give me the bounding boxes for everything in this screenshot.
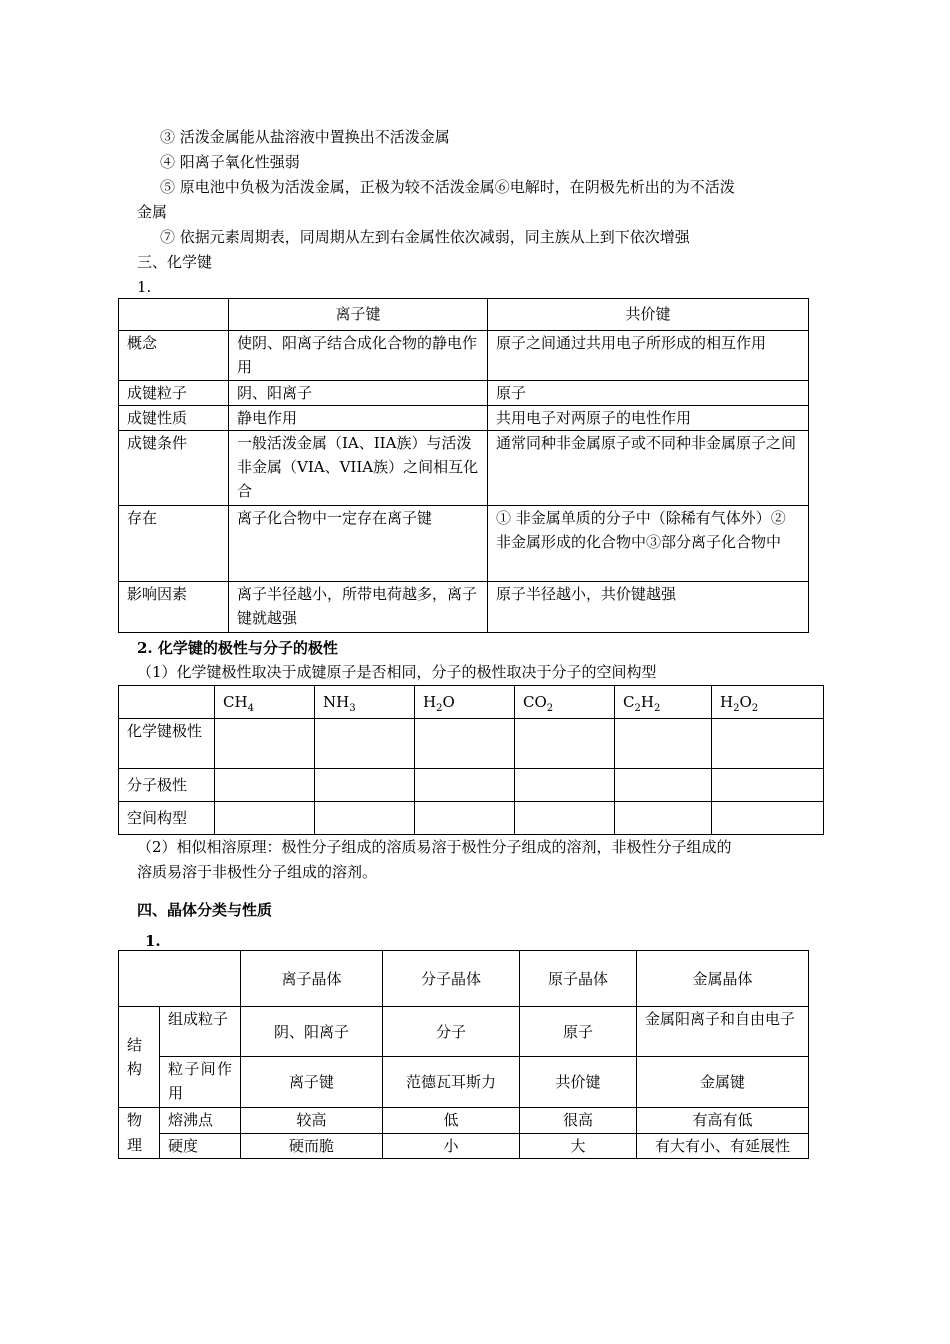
table-cell xyxy=(415,802,515,835)
table-row xyxy=(119,1057,809,1108)
table-row xyxy=(119,1108,809,1134)
table-cell: 有高有低 xyxy=(637,1108,809,1134)
table-cell: 阴、阳离子 xyxy=(241,1007,383,1057)
table-row xyxy=(119,406,809,431)
header-cell: 共价键 xyxy=(488,299,809,331)
section-heading: 三、化学键 xyxy=(137,253,213,271)
table-cell xyxy=(515,802,615,835)
text-line: ③ 活泼金属能从盐溶液中置换出不活泼金属 xyxy=(160,128,450,146)
table-cell: 离子键 xyxy=(241,1057,383,1108)
table-row xyxy=(119,719,824,769)
row-label: 硬度 xyxy=(160,1133,241,1159)
table-cell xyxy=(615,802,712,835)
table-cell: 原子之间通过共用电子所形成的相互作用 xyxy=(488,331,809,381)
table-row xyxy=(119,769,824,802)
table-cell xyxy=(712,802,824,835)
row-label: 分子极性 xyxy=(119,769,215,802)
table-cell: 金属阳离子和自由电子 xyxy=(637,1007,809,1057)
table-cell xyxy=(215,802,315,835)
table-header-row xyxy=(119,299,809,331)
table-cell: 金属键 xyxy=(637,1057,809,1108)
row-label: 化学键极性 xyxy=(119,719,215,769)
row-label: 成键粒子 xyxy=(119,381,229,406)
group-label-physical: 物理 xyxy=(119,1108,160,1159)
table-cell: ① 非金属单质的分子中（除稀有气体外）②非金属形成的化合物中③部分离子化合物中 xyxy=(488,506,809,582)
table-row xyxy=(119,802,824,835)
table-row xyxy=(119,331,809,381)
row-label: 成键条件 xyxy=(119,431,229,506)
paragraph: （1）化学键极性取决于成键原子是否相同，分子的极性取决于分子的空间构型 xyxy=(137,663,657,681)
table-row xyxy=(119,582,809,633)
paragraph: 溶质易溶于非极性分子组成的溶剂。 xyxy=(137,863,378,881)
molecule-co2: $CO_2$ xyxy=(515,686,615,719)
table-cell xyxy=(315,769,415,802)
table-cell xyxy=(315,802,415,835)
table-cell: 原子 xyxy=(488,381,809,406)
table-cell: 分子 xyxy=(383,1007,520,1057)
table-cell: 原子半径越小，共价键越强 xyxy=(488,582,809,633)
table-cell: 很高 xyxy=(520,1108,637,1134)
table-cell: 较高 xyxy=(241,1108,383,1134)
header-cell: 金属晶体 xyxy=(637,951,809,1007)
table-cell: 共用电子对两原子的电性作用 xyxy=(488,406,809,431)
table-cell: 大 xyxy=(520,1133,637,1159)
table-row xyxy=(119,431,809,506)
header-cell xyxy=(119,686,215,719)
row-label: 影响因素 xyxy=(119,582,229,633)
text-line: ⑦ 依据元素周期表，同周期从左到右金属性依次减弱，同主族从上到下依次增强 xyxy=(160,228,690,246)
header-cell: 分子晶体 xyxy=(383,951,520,1007)
table-cell: 小 xyxy=(383,1133,520,1159)
table-cell: 低 xyxy=(383,1108,520,1134)
table-cell xyxy=(215,719,315,769)
table-cell: 静电作用 xyxy=(229,406,488,431)
text-line: ⑤ 原电池中负极为活泼金属，正极为较不活泼金属⑥电解时，在阴极先析出的为不活泼 xyxy=(160,178,735,196)
table-cell xyxy=(515,719,615,769)
header-cell: 离子晶体 xyxy=(241,951,383,1007)
group-label-structure: 结构 xyxy=(119,1007,160,1108)
text-line: 金属 xyxy=(137,203,168,221)
row-label: 组成粒子 xyxy=(160,1007,241,1057)
polarity-table xyxy=(118,685,824,835)
molecule-h2o: $H_2O$ xyxy=(415,686,515,719)
table-cell xyxy=(215,769,315,802)
table-cell: 一般活泼金属（IA、IIA族）与活泼非金属（VIA、VIIA族）之间相互化合 xyxy=(229,431,488,506)
table-row xyxy=(119,506,809,582)
table-cell xyxy=(615,769,712,802)
table-header-row xyxy=(119,951,809,1007)
table-cell xyxy=(315,719,415,769)
table-cell: 硬而脆 xyxy=(241,1133,383,1159)
row-label: 概念 xyxy=(119,331,229,381)
table-cell: 范德瓦耳斯力 xyxy=(383,1057,520,1108)
crystal-table xyxy=(118,950,809,1159)
table-cell: 通常同种非金属原子或不同种非金属原子之间 xyxy=(488,431,809,506)
molecule-nh3: $NH_3$ xyxy=(315,686,415,719)
table-cell xyxy=(615,719,712,769)
item-number: 1. xyxy=(137,278,152,296)
table-cell xyxy=(415,719,515,769)
text-line: ④ 阳离子氧化性强弱 xyxy=(160,153,300,171)
molecule-c2h2: $C_2H_2$ xyxy=(615,686,712,719)
section-heading: 四、晶体分类与性质 xyxy=(137,901,273,919)
header-cell: 原子晶体 xyxy=(520,951,637,1007)
header-cell xyxy=(119,299,229,331)
header-cell xyxy=(119,951,241,1007)
row-label: 成键性质 xyxy=(119,406,229,431)
section-heading: 2. 化学键的极性与分子的极性 xyxy=(137,639,338,657)
row-label: 空间构型 xyxy=(119,802,215,835)
molecule-ch4: $CH_4$ xyxy=(215,686,315,719)
bond-comparison-table xyxy=(118,298,809,633)
table-cell: 原子 xyxy=(520,1007,637,1057)
table-cell xyxy=(712,719,824,769)
table-cell: 有大有小、有延展性 xyxy=(637,1133,809,1159)
table-header-row xyxy=(119,686,824,719)
header-cell: 离子键 xyxy=(229,299,488,331)
table-row xyxy=(119,1133,809,1159)
table-cell: 离子半径越小，所带电荷越多，离子键就越强 xyxy=(229,582,488,633)
row-label: 粒子间作用 xyxy=(160,1057,241,1108)
row-label: 熔沸点 xyxy=(160,1108,241,1134)
item-number: 1. xyxy=(145,932,161,950)
table-cell: 离子化合物中一定存在离子键 xyxy=(229,506,488,582)
molecule-h2o2: $H_2O_2$ xyxy=(712,686,824,719)
table-cell: 使阴、阳离子结合成化合物的静电作用 xyxy=(229,331,488,381)
table-cell: 共价键 xyxy=(520,1057,637,1108)
table-cell xyxy=(515,769,615,802)
table-cell: 阴、阳离子 xyxy=(229,381,488,406)
row-label: 存在 xyxy=(119,506,229,582)
table-row xyxy=(119,381,809,406)
paragraph: （2）相似相溶原理：极性分子组成的溶质易溶于极性分子组成的溶剂，非极性分子组成的 xyxy=(137,838,732,856)
table-cell xyxy=(712,769,824,802)
table-cell xyxy=(415,769,515,802)
table-row xyxy=(119,1007,809,1057)
